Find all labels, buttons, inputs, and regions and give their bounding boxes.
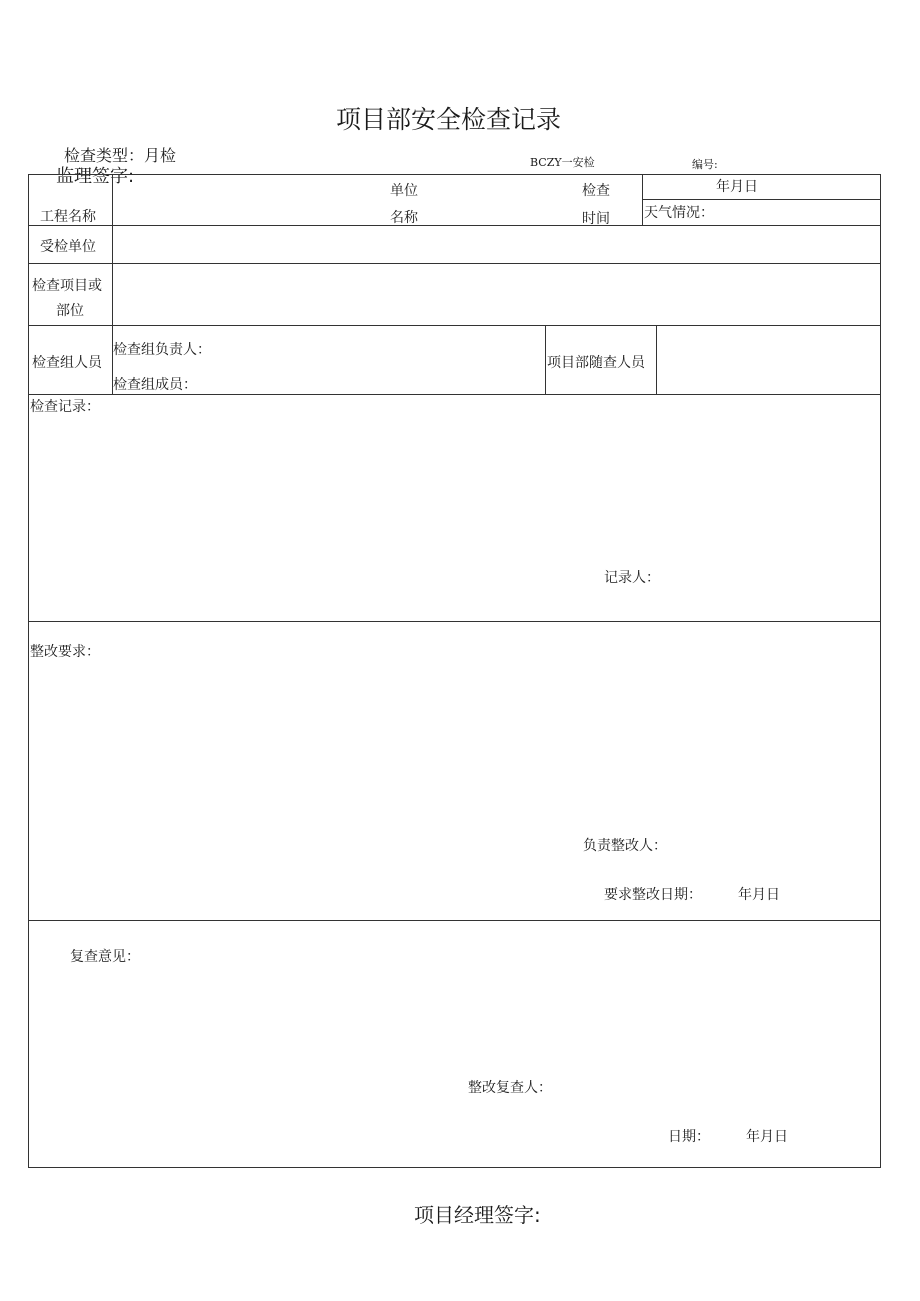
table-border-bottom bbox=[28, 1167, 881, 1168]
table-line bbox=[642, 174, 643, 225]
weather-label: 天气情况： bbox=[644, 205, 714, 221]
rectify-deadline-label: 要求整改日期： bbox=[604, 887, 702, 903]
check-time-label: 检查 bbox=[582, 183, 610, 199]
table-line bbox=[112, 174, 113, 394]
table-line bbox=[28, 225, 881, 226]
table-line bbox=[28, 263, 881, 264]
table-line bbox=[28, 394, 881, 395]
rectify-deadline-value: 年月日 bbox=[738, 887, 780, 903]
review-date-label: 日期： bbox=[668, 1129, 710, 1145]
table-border-left bbox=[28, 174, 29, 1167]
supervisor-sign-label: 监理签字: bbox=[56, 166, 135, 187]
team-leader-label: 检查组负责人： bbox=[113, 342, 211, 358]
table-line bbox=[28, 325, 881, 326]
project-escort-label: 项目部随查人员 bbox=[547, 355, 645, 371]
check-item-label: 部位 bbox=[56, 303, 84, 319]
pm-sign-label: 项目经理签字: bbox=[414, 1203, 541, 1227]
review-label: 复查意见： bbox=[70, 949, 140, 965]
table-line bbox=[656, 325, 657, 394]
check-item-label: 检查项目或 bbox=[32, 278, 102, 294]
inspected-unit-label: 受检单位 bbox=[40, 239, 96, 255]
recorder-label: 记录人： bbox=[604, 570, 660, 586]
table-line bbox=[642, 199, 881, 200]
check-time-label: 时间 bbox=[582, 211, 610, 227]
unit-label: 单位 bbox=[390, 183, 418, 199]
table-line bbox=[545, 325, 546, 394]
team-label: 检查组人员 bbox=[32, 355, 102, 371]
check-date-value: 年月日 bbox=[716, 179, 758, 195]
page-title: 项目部安全检查记录 bbox=[336, 105, 562, 134]
serial-number-label: 编号: bbox=[692, 158, 718, 171]
table-border-top bbox=[28, 174, 881, 175]
review-date-value: 年月日 bbox=[746, 1129, 788, 1145]
doc-code: BCZY一安检 bbox=[530, 156, 595, 169]
team-member-label: 检查组成员： bbox=[113, 377, 197, 393]
inspection-type: 检查类型：月检 bbox=[64, 146, 177, 165]
rectify-label: 整改要求： bbox=[30, 644, 100, 660]
review-person-label: 整改复查人： bbox=[468, 1080, 552, 1096]
unit-label: 名称 bbox=[390, 210, 418, 226]
table-line bbox=[28, 920, 881, 921]
table-border-right bbox=[880, 174, 881, 1167]
project-name-label: 工程名称 bbox=[40, 209, 96, 225]
table-line bbox=[28, 621, 881, 622]
record-label: 检查记录： bbox=[30, 399, 100, 415]
rectify-person-label: 负责整改人： bbox=[583, 838, 667, 854]
